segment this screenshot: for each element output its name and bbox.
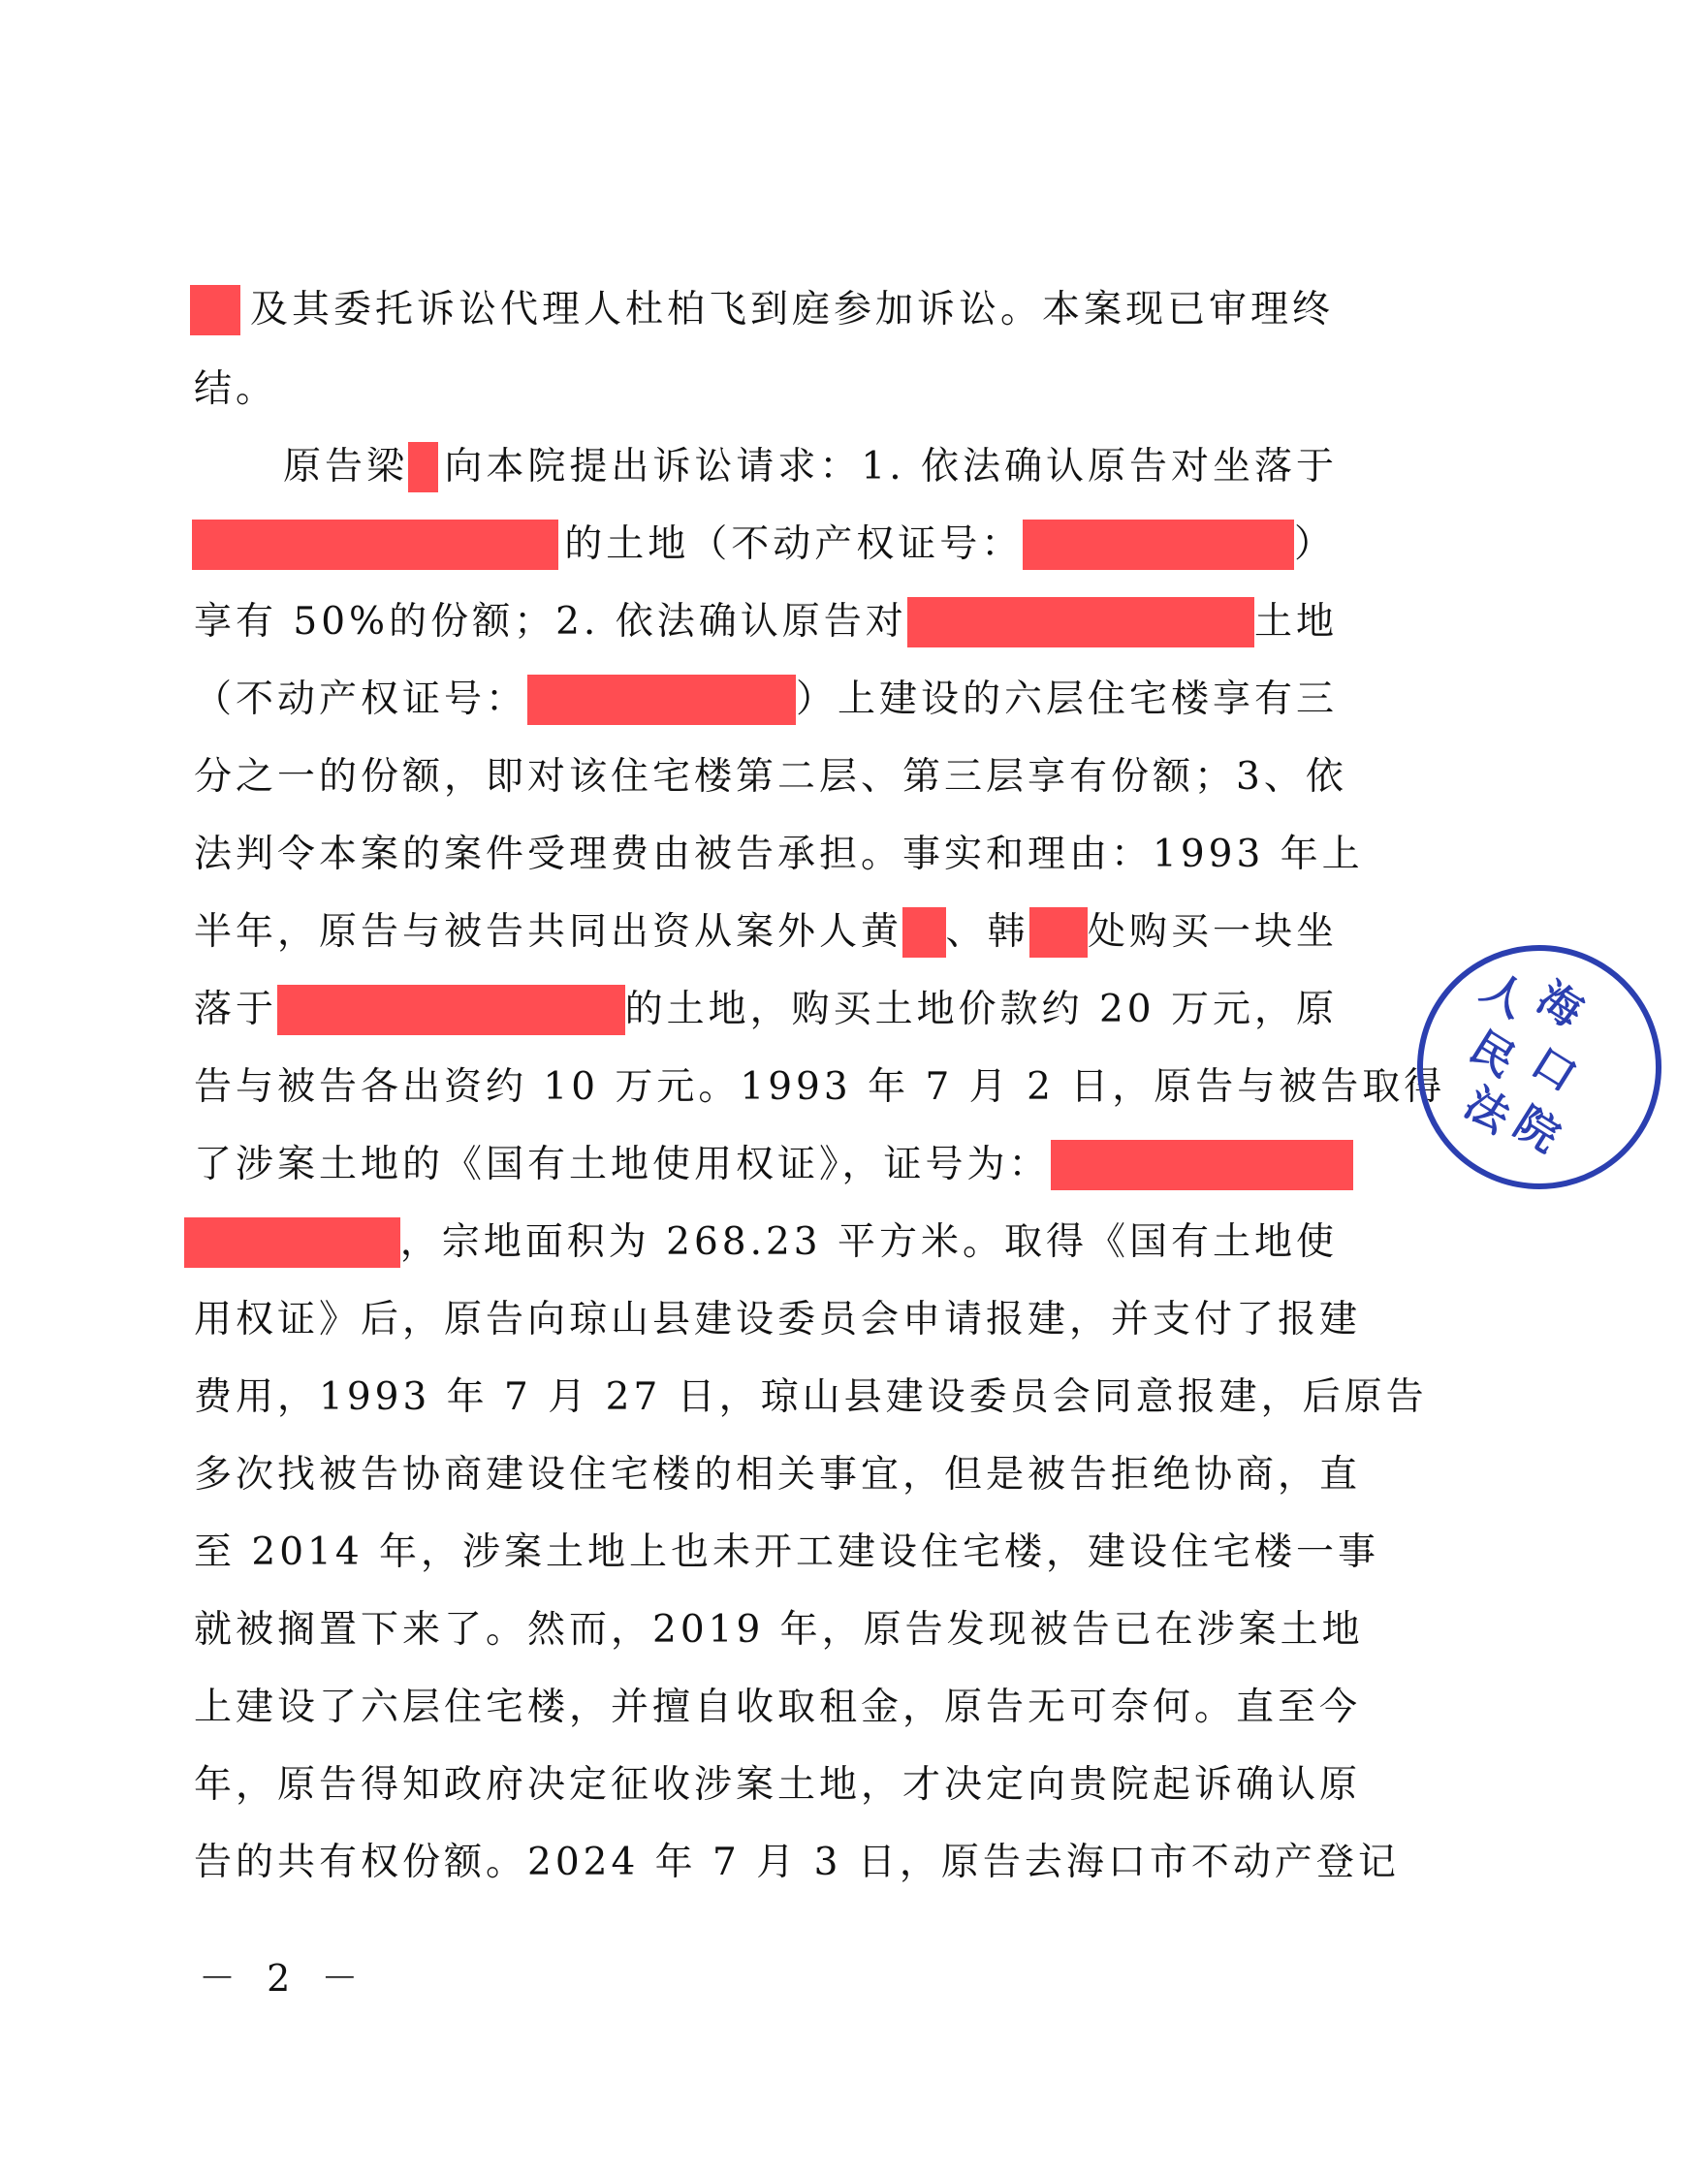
text-segment: 、韩: [945, 910, 1029, 954]
text-segment: 告的共有权份额。2024 年 7 月 3 日，原告去海口市不动产登记: [194, 1841, 1400, 1884]
text-segment: 及其委托诉讼代理人杜柏飞到庭参加诉讼。本案现已审理终: [249, 288, 1334, 331]
text-line: [194, 739, 1347, 816]
redaction-block: [190, 285, 240, 335]
redaction-block: [902, 907, 946, 958]
page-number: － 2 －: [199, 1957, 368, 2000]
seal-char: 海: [1528, 972, 1592, 1038]
text-segment: 上建设了六层住宅楼，并擅自收取租金，原告无可奈何。直至今: [194, 1686, 1362, 1729]
text-segment: （不动产权证号：: [194, 678, 528, 721]
text-segment: 了涉案土地的《国有土地使用权证》，证号为：: [194, 1143, 1051, 1186]
text-segment: 向本院提出诉讼请求：1. 依法确认原告对坐落于: [444, 445, 1338, 489]
seal-char: 民: [1461, 1022, 1524, 1088]
text-line: [194, 351, 1338, 428]
text-line: [190, 271, 1334, 349]
text-line: [194, 1049, 1446, 1126]
text-segment: 法判令本案的案件受理费由被告承担。事实和理由：1993 年上: [194, 833, 1364, 876]
text-segment: 的土地，购买土地价款约 20 万元，原: [624, 988, 1338, 1031]
redaction-block: [277, 985, 625, 1035]
redaction-block: [184, 1217, 400, 1268]
text-line: [194, 1669, 1362, 1747]
text-line: [194, 1514, 1380, 1592]
text-segment: 告与被告各出资约 10 万元。1993 年 7 月 2 日，原告与被告取得: [194, 1065, 1446, 1109]
text-line: [194, 816, 1364, 894]
redaction-block: [907, 597, 1254, 647]
text-line: [194, 971, 1338, 1049]
redaction-block: [192, 520, 558, 570]
text-segment: 落于: [194, 988, 278, 1031]
text-segment: 半年，原告与被告共同出资从案外人黄: [194, 910, 903, 954]
text-line: [194, 1824, 1400, 1902]
redaction-block: [408, 442, 438, 492]
redaction-block: [1029, 907, 1088, 958]
text-segment: 原告梁: [283, 445, 409, 489]
text-line: [194, 1281, 1362, 1359]
seal-char: 口: [1522, 1037, 1585, 1103]
seal-char: 法: [1455, 1078, 1519, 1144]
seal-char: 院: [1505, 1097, 1568, 1163]
text-line: [194, 661, 1338, 739]
text-line: [184, 1204, 1338, 1281]
text-segment: 分之一的份额，即对该住宅楼第二层、第三层享有份额；3、依: [194, 755, 1347, 799]
text-segment: 享有 50%的份额；2. 依法确认原告对: [194, 600, 907, 644]
text-line: [194, 1359, 1428, 1436]
text-segment: ）上建设的六层住宅楼享有三: [795, 678, 1338, 721]
text-line: [194, 1126, 1353, 1204]
text-segment: 至 2014 年，涉案土地上也未开工建设住宅楼，建设住宅楼一事: [194, 1530, 1380, 1574]
text-segment: ）: [1293, 522, 1336, 566]
redaction-block: [1023, 520, 1294, 570]
text-segment: 用权证》后，原告向琼山县建设委员会申请报建，并支付了报建: [194, 1298, 1362, 1341]
court-seal: [1371, 899, 1707, 1235]
text-line: [194, 1592, 1364, 1669]
text-segment: 的土地（不动产权证号：: [564, 522, 1024, 566]
text-line: [283, 428, 1338, 506]
text-segment: 土地: [1253, 600, 1338, 644]
text-line: [192, 506, 1336, 583]
text-segment: 费用，1993 年 7 月 27 日，琼山县建设委员会同意报建，后原告: [194, 1375, 1428, 1419]
redaction-block: [527, 675, 796, 725]
seal-char: 人: [1472, 962, 1535, 1028]
text-segment: 多次找被告协商建设住宅楼的相关事宜，但是被告拒绝协商，直: [194, 1453, 1362, 1497]
text-segment: 年，原告得知政府决定征收涉案土地，才决定向贵院起诉确认原: [194, 1763, 1362, 1807]
text-line: [194, 1436, 1362, 1514]
text-line: [194, 1747, 1362, 1824]
text-segment: 处购买一块坐: [1087, 910, 1338, 954]
text-segment: ，宗地面积为 268.23 平方米。取得《国有土地使: [399, 1220, 1338, 1264]
redaction-block: [1051, 1140, 1353, 1190]
text-segment: 结。: [194, 367, 278, 411]
text-segment: 就被搁置下来了。然而，2019 年，原告发现被告已在涉案土地: [194, 1608, 1364, 1652]
text-line: [194, 894, 1338, 971]
text-line: [194, 583, 1338, 661]
